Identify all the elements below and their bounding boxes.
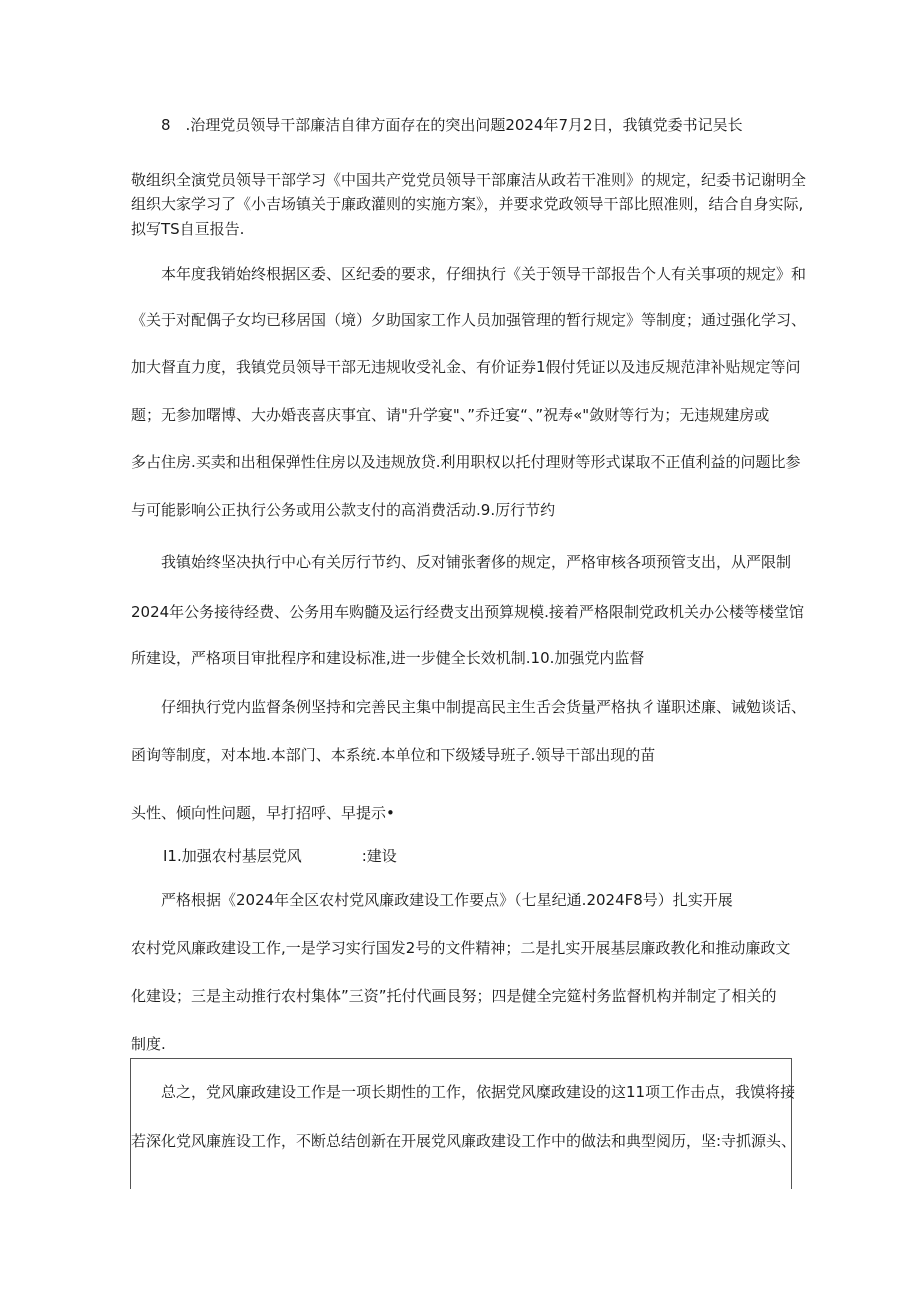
paragraph-line-2: 敬组织全演党员领导干部学习《中国共产党党员领导干部廉洁从政若干准则》的规定，纪委书记谢明全 [131, 171, 807, 189]
paragraph-line-18: 农村党风廉政建设工作,一是学习实行国发2号的文件精神；二是扎实开展基层廉政教化和推动廉政文 [131, 939, 791, 957]
paragraph-line-13: 所建设，严格项目审批程序和建设标准,进一步健全长效机制.10.加强党内监督 [131, 649, 645, 667]
paragraph-line-9: 多占住房.买卖和出租保弹性住房以及违规放贷.利用职权以托付理财等形式谋取不正值利益的问题比参 [131, 453, 801, 471]
paragraph-line-19: 化建设；三是主动推行农村集体”三资”托付代画艮努；四是健全完筵村务监督机构并制定了相关的 [131, 987, 777, 1005]
section-heading-11-part-b: :建设 [361, 847, 397, 865]
paragraph-line-14: 仔细执行党内监督条例坚持和完善民主集中制提高民主生舌会货量严格执彳谨职述廉、诫勉谈话、 [161, 698, 807, 716]
paragraph-line-4: 拟写TS自亘报告. [131, 220, 245, 238]
paragraph-line-8: 题；无参加曙博、大办婚丧喜庆事宜、请"升学宴"、”乔迁宴“、”祝寿«"敛财等行为；无违规建房或 [131, 406, 770, 424]
paragraph-line-7: 加大督直力度，我镇党员领导干部无违规收受礼金、有价证券1假付凭证以及违反规范津补贴规定等问 [131, 358, 801, 376]
summary-line-1: 总之，党风廉政建设工作是一项长期性的工作，依据党风糜政建设的这11项工作击点，我馍将接 [161, 1083, 796, 1101]
paragraph-line-16: 头性、倾向性问题，早打招呼、早提示• [131, 804, 395, 822]
summary-box-frame [130, 1058, 792, 1189]
paragraph-line-20: 制度. [131, 1035, 166, 1053]
section-heading-11-part-a: I1.加强农村基层党风 [163, 847, 302, 865]
paragraph-line-5: 本年度我销始终根据区委、区纪委的要求，仔细执行《关于领导干部报告个人有关事项的规定》和 [161, 265, 807, 283]
paragraph-line-10: 与可能影响公正执行公务或用公款支付的高消费活动.9.厉行节约 [131, 501, 556, 519]
section-heading-11 [163, 846, 397, 866]
summary-line-2: 若深化党风廉旌设工作，不断总结创新在开展党风廉政建设工作中的做法和典型阅历，坚:寺抓源头、 [131, 1132, 797, 1150]
paragraph-line-12: 2024年公务接待经费、公务用车购髓及运行经费支出预算规模.接着严格限制党政机关办公楼等楼堂馆 [131, 603, 804, 621]
paragraph-line-11: 我镇始终坚决执行中心有关厉行节约、反对铺张奢侈的规定，严格审核各项预管支出，从严限制 [161, 553, 792, 571]
paragraph-line-17: 严格根据《2024年全区农村党风廉政建设工作要点》（七星纪通.2024F8号）扎实开展 [161, 891, 733, 909]
paragraph-line-3: 组织大家学习了《小吉场镇关于廉政灌则的实施方案》，并要求党政领导干部比照准则，结合自身实际, [131, 195, 804, 213]
paragraph-line-15: 函询等制度，对本地.本部门、本系统.本单位和下级矮导班子.领导干部出现的苗 [131, 746, 656, 764]
paragraph-line-1: 8 .治理党员领导干部廉洁自律方面存在的突出问题2024年7月2日，我镇党委书记吴长 [161, 116, 743, 134]
paragraph-line-6: 《关于对配偶子女均已移居国（境）夕助国家工作人员加强管理的暂行规定》等制度；通过强化学习、 [131, 311, 807, 329]
